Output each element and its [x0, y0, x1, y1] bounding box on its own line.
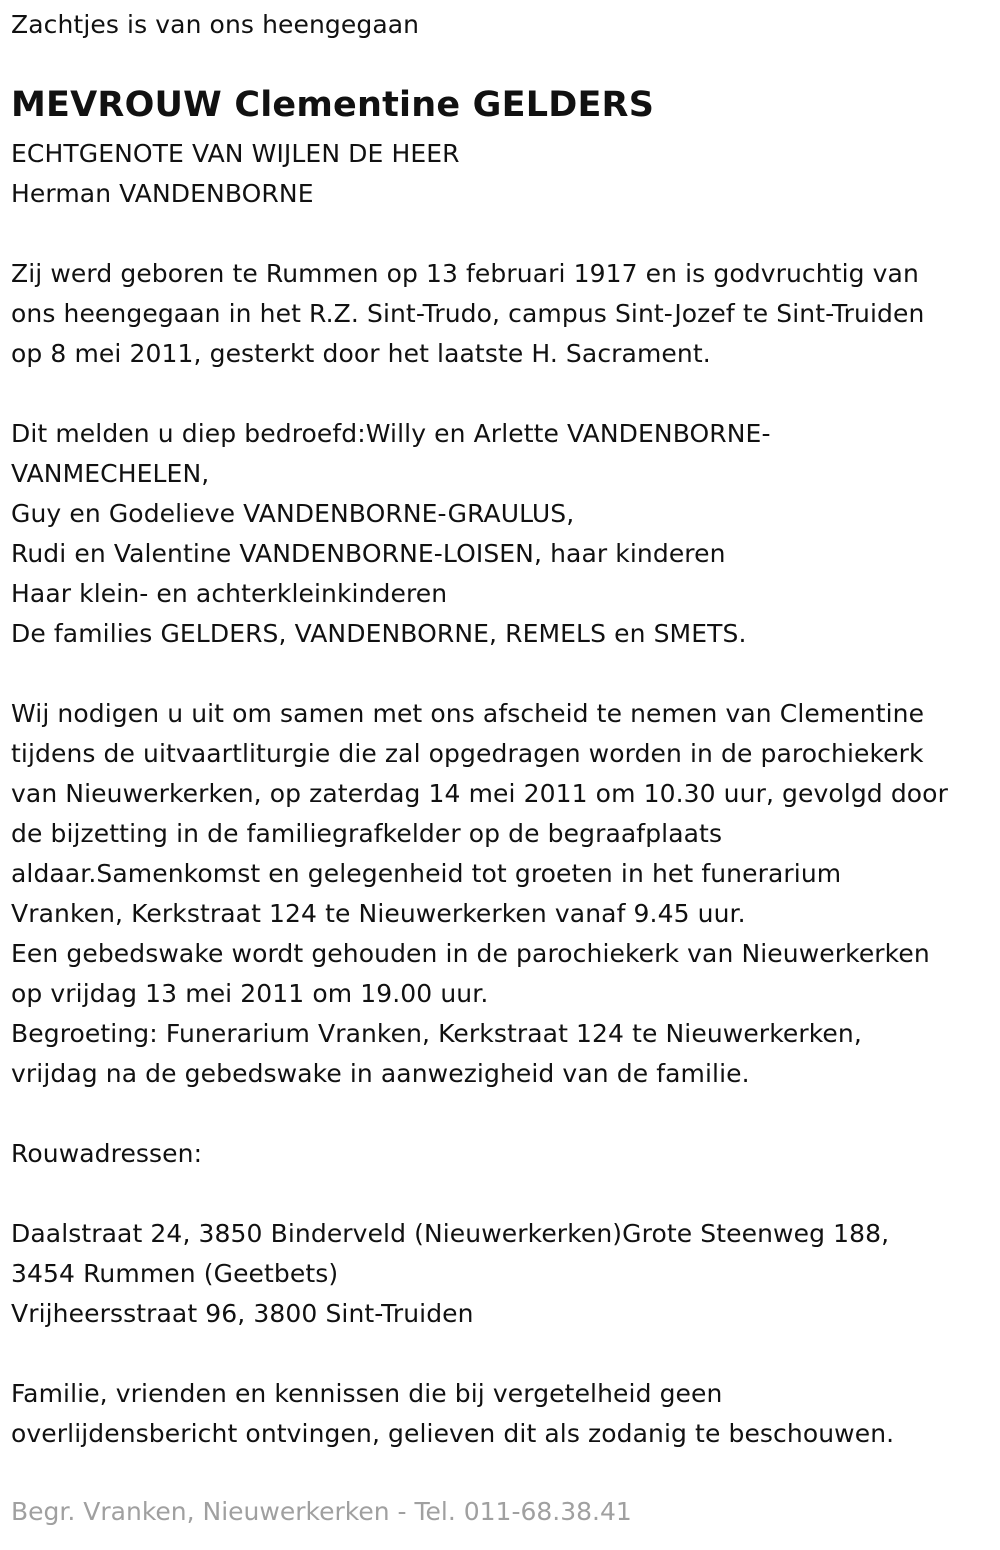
addresses-block	[11, 1214, 889, 1334]
address-line: Daalstraat 24, 3850 Binderveld (Nieuwerkerken)Grote Steenweg 188,	[11, 1219, 890, 1248]
paragraph-line: Begroeting: Funerarium Vranken, Kerkstraat 124 te Nieuwerkerken,	[11, 1019, 862, 1048]
paragraph-line: Zij werd geboren te Rummen op 13 februari 1917 en is godvruchtig van	[11, 259, 919, 288]
paragraph-line: Een gebedswake wordt gehouden in de parochiekerk van Nieuwerkerken	[11, 939, 930, 968]
spouse-line: Herman VANDENBORNE	[11, 179, 314, 208]
paragraph-line: Haar klein- en achterkleinkinderen	[11, 579, 448, 608]
paragraph-line: de bijzetting in de familiegrafkelder op de begraafplaats	[11, 819, 723, 848]
paragraph-line: Dit melden u diep bedroefd:Willy en Arlette VANDENBORNE-	[11, 419, 771, 448]
deceased-name: MEVROUW Clementine GELDERS	[11, 85, 655, 125]
spouse-line: ECHTGENOTE VAN WIJLEN DE HEER	[11, 139, 460, 168]
closing-paragraph	[11, 1374, 894, 1454]
paragraph-line: VANMECHELEN,	[11, 459, 210, 488]
birth-paragraph	[11, 254, 924, 374]
paragraph-line: tijdens de uitvaartliturgie die zal opgedragen worden in de parochiekerk	[11, 739, 924, 768]
funeral-home-footer: Begr. Vranken, Nieuwerkerken - Tel. 011-68.38.41	[11, 1497, 632, 1526]
paragraph-line: Familie, vrienden en kennissen die bij vergetelheid geen	[11, 1379, 723, 1408]
paragraph-line: op 8 mei 2011, gesterkt door het laatste H. Sacrament.	[11, 339, 711, 368]
paragraph-line: De families GELDERS, VANDENBORNE, REMELS en SMETS.	[11, 619, 747, 648]
paragraph-line: Wij nodigen u uit om samen met ons afscheid te nemen van Clementine	[11, 699, 925, 728]
paragraph-line: Vranken, Kerkstraat 124 te Nieuwerkerken vanaf 9.45 uur.	[11, 899, 746, 928]
address-line: 3454 Rummen (Geetbets)	[11, 1259, 339, 1288]
paragraph-line: vrijdag na de gebedswake in aanwezigheid van de familie.	[11, 1059, 750, 1088]
paragraph-line: Rudi en Valentine VANDENBORNE-LOISEN, haar kinderen	[11, 539, 726, 568]
addresses-heading-block	[11, 1134, 202, 1174]
ceremony-paragraph	[11, 694, 948, 1094]
paragraph-line: van Nieuwerkerken, op zaterdag 14 mei 2011 om 10.30 uur, gevolgd door	[11, 779, 948, 808]
family-paragraph	[11, 414, 771, 654]
addresses-heading: Rouwadressen:	[11, 1139, 203, 1168]
spouse-block	[11, 134, 460, 214]
paragraph-line: ons heengegaan in het R.Z. Sint-Trudo, campus Sint-Jozef te Sint-Truiden	[11, 299, 925, 328]
paragraph-line: Guy en Godelieve VANDENBORNE-GRAULUS,	[11, 499, 575, 528]
paragraph-line: op vrijdag 13 mei 2011 om 19.00 uur.	[11, 979, 489, 1008]
paragraph-line: overlijdensbericht ontvingen, gelieven dit als zodanig te beschouwen.	[11, 1419, 895, 1448]
paragraph-line: aldaar.Samenkomst en gelegenheid tot groeten in het funerarium	[11, 859, 842, 888]
intro-text: Zachtjes is van ons heengegaan	[11, 10, 420, 39]
address-line: Vrijheersstraat 96, 3800 Sint-Truiden	[11, 1299, 474, 1328]
